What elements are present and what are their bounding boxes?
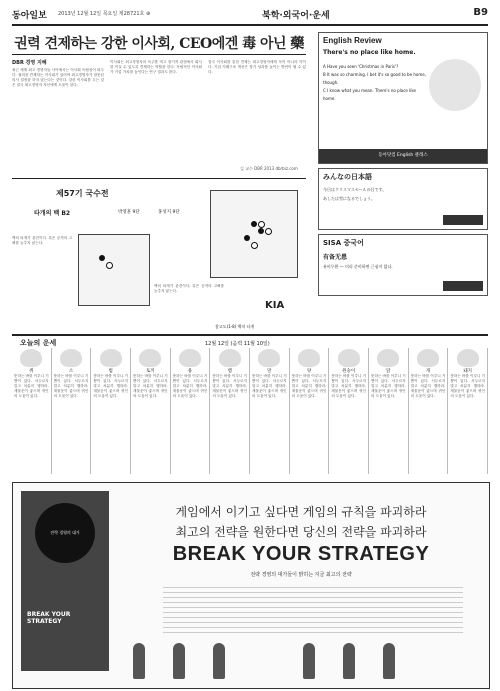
zodiac-name: 범 [108, 369, 113, 374]
zodiac-sign [411, 349, 446, 374]
author-photo [303, 643, 315, 679]
issue-date: 2013년 12월 12일 목요일 제28721호 ⊕ [58, 11, 151, 17]
baduk-title: 제57기 국수전 [56, 189, 109, 198]
zodiac-name: 쥐 [29, 369, 34, 374]
divider [12, 334, 488, 336]
book-ad [12, 482, 490, 689]
zodiac-name: 돼지 [463, 369, 473, 374]
zodiac-sign [212, 349, 247, 374]
horoscope-text: 뜻하는 바를 이루니 기쁨이 있다. 서두르지 말고 차분히 행하라. 재물운이 좋으며 귀인의 도움이 있다. [450, 374, 485, 399]
horoscope-date: 12월 12일 (음력 11월 10일) [205, 341, 270, 347]
go-board-diagram [78, 234, 150, 306]
japanese-line: 今日はクリスマスセールの日です。 [323, 187, 387, 192]
horoscope-grid [12, 348, 488, 474]
sisa-text: 유비무환 — 미리 준비하면 근심이 없다. [323, 264, 393, 269]
main-headline: 권력 견제하는 강한 이사회, CEO에겐 毒 아닌 藥 [14, 36, 304, 52]
white-player: 홍성지 9단 [158, 210, 180, 215]
kia-logo: KIA [265, 300, 285, 311]
japanese-line: あしたは雪になるでしょう。 [323, 196, 375, 201]
zodiac-name: 토끼 [145, 369, 155, 374]
baduk-game: 타개의 백 B2 [34, 210, 71, 217]
black-stone [251, 221, 257, 227]
article-byline: 김 교수 DBR 2013 dbrbiz.com [240, 166, 298, 171]
english-review-title: English Review [323, 36, 382, 45]
horoscope-text: 뜻하는 바를 이루니 기쁨이 있다. 서두르지 말고 차분히 행하라. 재물운이 좋으며 귀인의 도움이 있다. [291, 374, 327, 399]
sisa-badge [443, 281, 483, 291]
zodiac-sign [133, 349, 168, 374]
book-title: BREAK YOUR STRATEGY [27, 611, 71, 625]
horoscope-text: 뜻하는 바를 이루니 기쁨이 있다. 서두르지 말고 차분히 행하라. 재물운이 좋으며 귀인의 도움이 있다. [371, 374, 406, 399]
zodiac-name: 닭 [386, 369, 391, 374]
white-stone [251, 242, 258, 249]
book-badge: 전략 경영의 대가 [35, 503, 95, 563]
zodiac-sign [14, 349, 49, 374]
english-review-box [318, 32, 488, 164]
book-cover [21, 491, 109, 671]
ad-copy [163, 583, 463, 633]
japanese-lines [323, 185, 386, 203]
ad-subtitle: 전략 경영의 대가들이 밝히는 지금 최고의 전략 [250, 572, 352, 578]
english-review-subtitle: There's no place like home. [323, 49, 416, 56]
author-photo [343, 643, 355, 679]
white-stone [106, 262, 113, 269]
author-photo [383, 643, 395, 679]
horoscope-text: 뜻하는 바를 이루니 기쁨이 있다. 서두르지 말고 차분히 행하라. 재물운이 좋으며 귀인의 도움이 있다. [53, 374, 89, 399]
go-board-main [210, 190, 298, 278]
zodiac-icon [179, 349, 201, 367]
page-header [12, 6, 488, 26]
horoscope-text: 뜻하는 바를 이루니 기쁨이 있다. 서두르지 말고 차분히 행하라. 재물운이 좋으며 귀인의 도움이 있다. [410, 374, 446, 399]
dialogue-line: B It was so charming. I bet it's so good to be home, though. [323, 72, 426, 85]
horoscope-text: 뜻하는 바를 이루니 기쁨이 있다. 서두르지 말고 차분히 행하라. 재물운이 좋으며 귀인의 도움이 있다. [172, 374, 208, 399]
dialogue-list [323, 63, 427, 103]
divider [12, 54, 306, 55]
author-photos [123, 639, 483, 679]
zodiac-icon [219, 349, 241, 367]
zodiac-name: 뱀 [227, 369, 232, 374]
article-col-3: 결국 이사회를 통한 견제는 최고경영자에게 독이 아니라 약이다. 기업 지배구조 개선은 장기 성과를 높이는 방안이 될 수 있다. [208, 60, 306, 75]
japanese-title: みんなの日本語 [323, 173, 372, 181]
white-stone [265, 228, 272, 235]
horoscope-text: 뜻하는 바를 이루니 기쁨이 있다. 서두르지 말고 차분히 행하라. 재물운이 좋으며 귀인의 도움이 있다. [212, 374, 247, 399]
paper-name: 동아일보 [12, 11, 47, 21]
dialogue-line: C I know what you mean. There's no place like home. [323, 88, 417, 101]
zodiac-icon [100, 349, 122, 367]
horoscope-text: 뜻하는 바를 이루니 기쁨이 있다. 서두르지 말고 차분히 행하라. 재물운이 좋으며 귀인의 도움이 있다. [133, 374, 168, 399]
ad-line-1: 게임에서 이기고 싶다면 게임의 규칙을 파괴하라 [175, 505, 427, 519]
divider [12, 178, 306, 179]
zodiac-name: 소 [68, 369, 74, 374]
zodiac-icon [457, 349, 479, 367]
horoscope-cell [448, 348, 488, 474]
sisa-title: SISA 중국어 [323, 239, 364, 247]
black-player: 박영훈 9단 [118, 210, 140, 215]
zodiac-name: 원숭이 [342, 369, 356, 374]
horoscope-text: 뜻하는 바를 이루니 기쁨이 있다. 서두르지 말고 차분히 행하라. 재물운이 좋으며 귀인의 도움이 있다. [252, 374, 287, 399]
english-review-footer: 동아닷컴 English 클래스 [319, 149, 487, 163]
zodiac-sign [292, 349, 327, 374]
black-stone [99, 255, 105, 261]
baduk-text: 백의 타개가 관건이다. 흑은 공격의 고삐를 늦추지 않는다. [12, 236, 72, 246]
zodiac-sign [93, 349, 128, 374]
zodiac-name: 양 [306, 369, 312, 374]
baduk-text-2: 백의 타개가 관건이다. 흑은 공격의 고삐를 늦추지 않는다. [154, 284, 224, 294]
ad-line-2: 최고의 전략을 원한다면 당신의 전략을 파괴하라 [175, 525, 427, 539]
horoscope-cell [131, 348, 171, 474]
article-col-2: 이사회는 최고경영자의 독주를 막고 장기적 관점에서 회사를 이끌 수 있도록 견제하는 역할을 한다. 독립적인 이사회가 기업 가치를 높인다는 연구 결과도 많다. [110, 60, 202, 75]
zodiac-sign [331, 349, 366, 374]
zodiac-name: 개 [425, 369, 431, 374]
zodiac-sign [54, 349, 89, 374]
black-stone [258, 228, 264, 234]
horoscope-cell [171, 348, 211, 474]
sisa-sub: 有备无患 [323, 254, 348, 261]
dbr-label: DBR 경영 지혜 [12, 60, 47, 66]
zodiac-name: 말 [267, 369, 272, 374]
horoscope-text: 뜻하는 바를 이루니 기쁨이 있다. 서두르지 말고 차분히 행하라. 재물운이 좋으며 귀인의 도움이 있다. [331, 374, 366, 399]
article-col-1: 최근 세계 최고 경영자들 사이에서는 이사회 독립성이 화두다. 권력을 견제하는 이사회가 있어야 최고경영자가 잘못된 의사 결정을 하지 않는다는 것이다. 강한 이사회를 두는 것은 결국 최고경영자 자신에게 도움이 된다. [12, 68, 104, 88]
black-stone [244, 235, 250, 241]
author-photo [173, 643, 185, 679]
horoscope-cell [290, 348, 330, 474]
zodiac-sign [173, 349, 208, 374]
japanese-badge [443, 215, 483, 225]
zodiac-icon [139, 349, 161, 367]
white-stone [258, 221, 265, 228]
zodiac-icon [298, 349, 320, 367]
horoscope-text: 뜻하는 바를 이루니 기쁨이 있다. 서두르지 말고 차분히 행하라. 재물운이 좋으며 귀인의 도움이 있다. [93, 374, 128, 399]
horoscope-text: 뜻하는 바를 이루니 기쁨이 있다. 서두르지 말고 차분히 행하라. 재물운이 좋으며 귀인의 도움이 있다. [14, 374, 49, 399]
zodiac-icon [338, 349, 360, 367]
horoscope-cell [52, 348, 92, 474]
zodiac-name: 용 [187, 369, 193, 374]
ad-title: BREAK YOUR STRATEGY [172, 543, 430, 565]
dialogue-line: A Have you seen 'Christmas in Paris'? [323, 64, 399, 69]
zodiac-sign [450, 349, 485, 374]
horoscope-cell [91, 348, 131, 474]
zodiac-sign [252, 349, 287, 374]
horoscope-cell [409, 348, 449, 474]
zodiac-icon [60, 349, 82, 367]
diagram-caption: 참고도(1-8) 백의 타개 [215, 324, 255, 329]
author-photo [213, 643, 225, 679]
zodiac-icon [417, 349, 439, 367]
horoscope-cell [329, 348, 369, 474]
cartoon-image [429, 59, 481, 111]
horoscope-title: 오늘의 운세 [20, 339, 57, 347]
zodiac-sign [371, 349, 406, 374]
horoscope-cell [210, 348, 250, 474]
section-title: 북학·외국어·운세 [262, 11, 330, 21]
zodiac-icon [20, 349, 42, 367]
japanese-box [318, 168, 488, 230]
author-photo [133, 643, 145, 679]
page-number: B9 [473, 7, 488, 18]
horoscope-cell [369, 348, 409, 474]
horoscope-cell [12, 348, 52, 474]
zodiac-icon [377, 349, 399, 367]
sisa-box [318, 234, 488, 296]
horoscope-cell [250, 348, 290, 474]
zodiac-icon [258, 349, 280, 367]
